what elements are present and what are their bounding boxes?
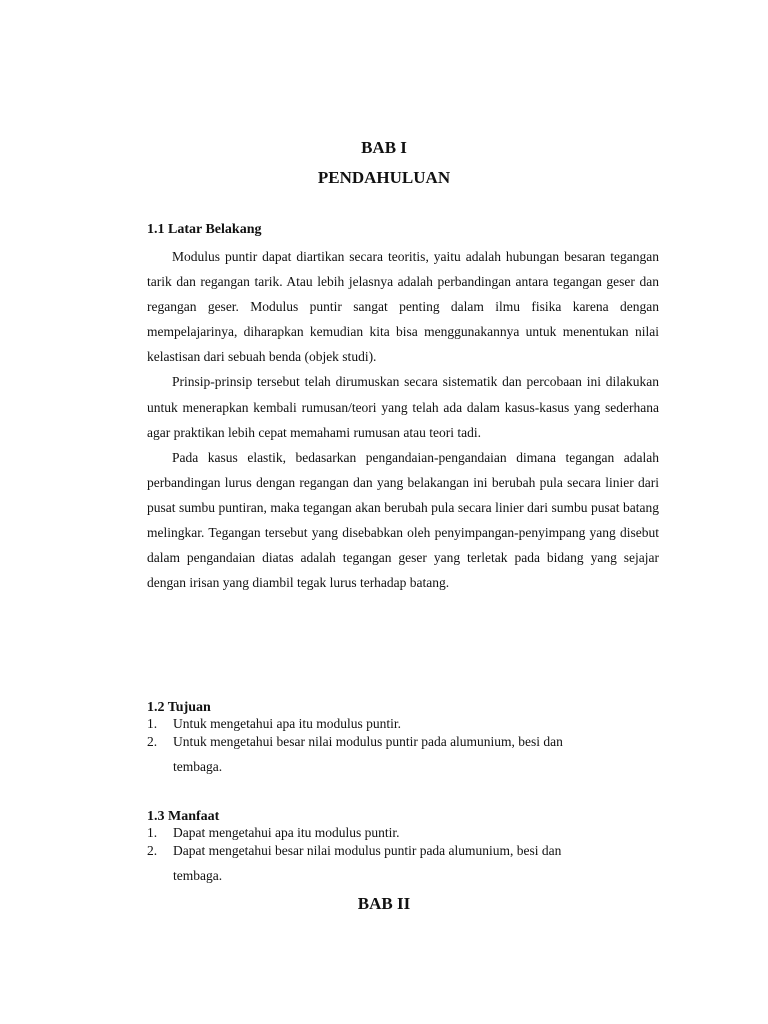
list-item-continuation: tembaga. [173, 759, 223, 774]
chapter-subtitle: PENDAHULUAN [317, 168, 451, 187]
paragraph: Pada kasus elastik, bedasarkan pengandaian-pengandaian dimana tegangan adalah perbandingan lurus dengan regangan dan yang belakangan ini berubah pula secara linier dari pusat sumbu puntiran, maka tegangan akan berubah pula secara linier dari sumbu pusat batang melingkar. Tegangan tersebut yang disebabkan oleh penyimpangan-penyimpang yang disebut dalam pengandaian diatas adalah tegangan geser yang terletak pada bidang yang sejajar dengan irisan yang diambil tegak lurus terhadap batang. [147, 449, 659, 591]
benefits-list [147, 824, 659, 885]
paragraph: Prinsip-prinsip tersebut telah dirumuskan secara sistematik dan percobaan ini dilakukan untuk menerapkan kembali rumusan/teori yang telah ada dalam kasus-kasus yang sederhana agar praktikan lebih cepat memahami rumusan atau teori tadi. [147, 374, 659, 440]
list-number: 1. [147, 825, 158, 840]
list-item [147, 715, 659, 733]
list-number: 2. [147, 843, 158, 858]
list-item-continuation: tembaga. [173, 868, 223, 883]
list-item [147, 842, 659, 885]
section-title-manfaat: 1.3 Manfaat [147, 809, 220, 824]
next-chapter-title: BAB II [357, 894, 411, 913]
goals-list [147, 715, 659, 776]
list-item-text: Dapat mengetahui besar nilai modulus puntir pada alumunium, besi dan [173, 843, 562, 858]
list-item-text: Untuk mengetahui apa itu modulus puntir. [173, 716, 401, 731]
chapter-title: BAB I [361, 138, 407, 157]
list-number: 2. [147, 734, 158, 749]
list-number: 1. [147, 716, 158, 731]
section-title-latar-belakang: 1.1 Latar Belakang [147, 222, 262, 237]
section-title-tujuan: 1.2 Tujuan [147, 700, 211, 715]
paragraph: Modulus puntir dapat diartikan secara teoritis, yaitu adalah hubungan besaran tegangan tarik dan regangan tarik. Atau lebih jelasnya adalah perbandingan antara tegangan geser dan regangan geser. Modulus puntir sangat penting dalam ilmu fisika karena dengan mempelajarinya, diharapkan kemudian kita bisa menggunakannya untuk menentukan nilai kelastisan dari sebuah benda (objek studi). [147, 249, 659, 365]
list-item-text: Untuk mengetahui besar nilai modulus puntir pada alumunium, besi dan [173, 734, 563, 749]
list-item [147, 824, 659, 842]
list-item [147, 733, 659, 776]
background-paragraphs [147, 244, 659, 595]
list-item-text: Dapat mengetahui apa itu modulus puntir. [173, 825, 400, 840]
